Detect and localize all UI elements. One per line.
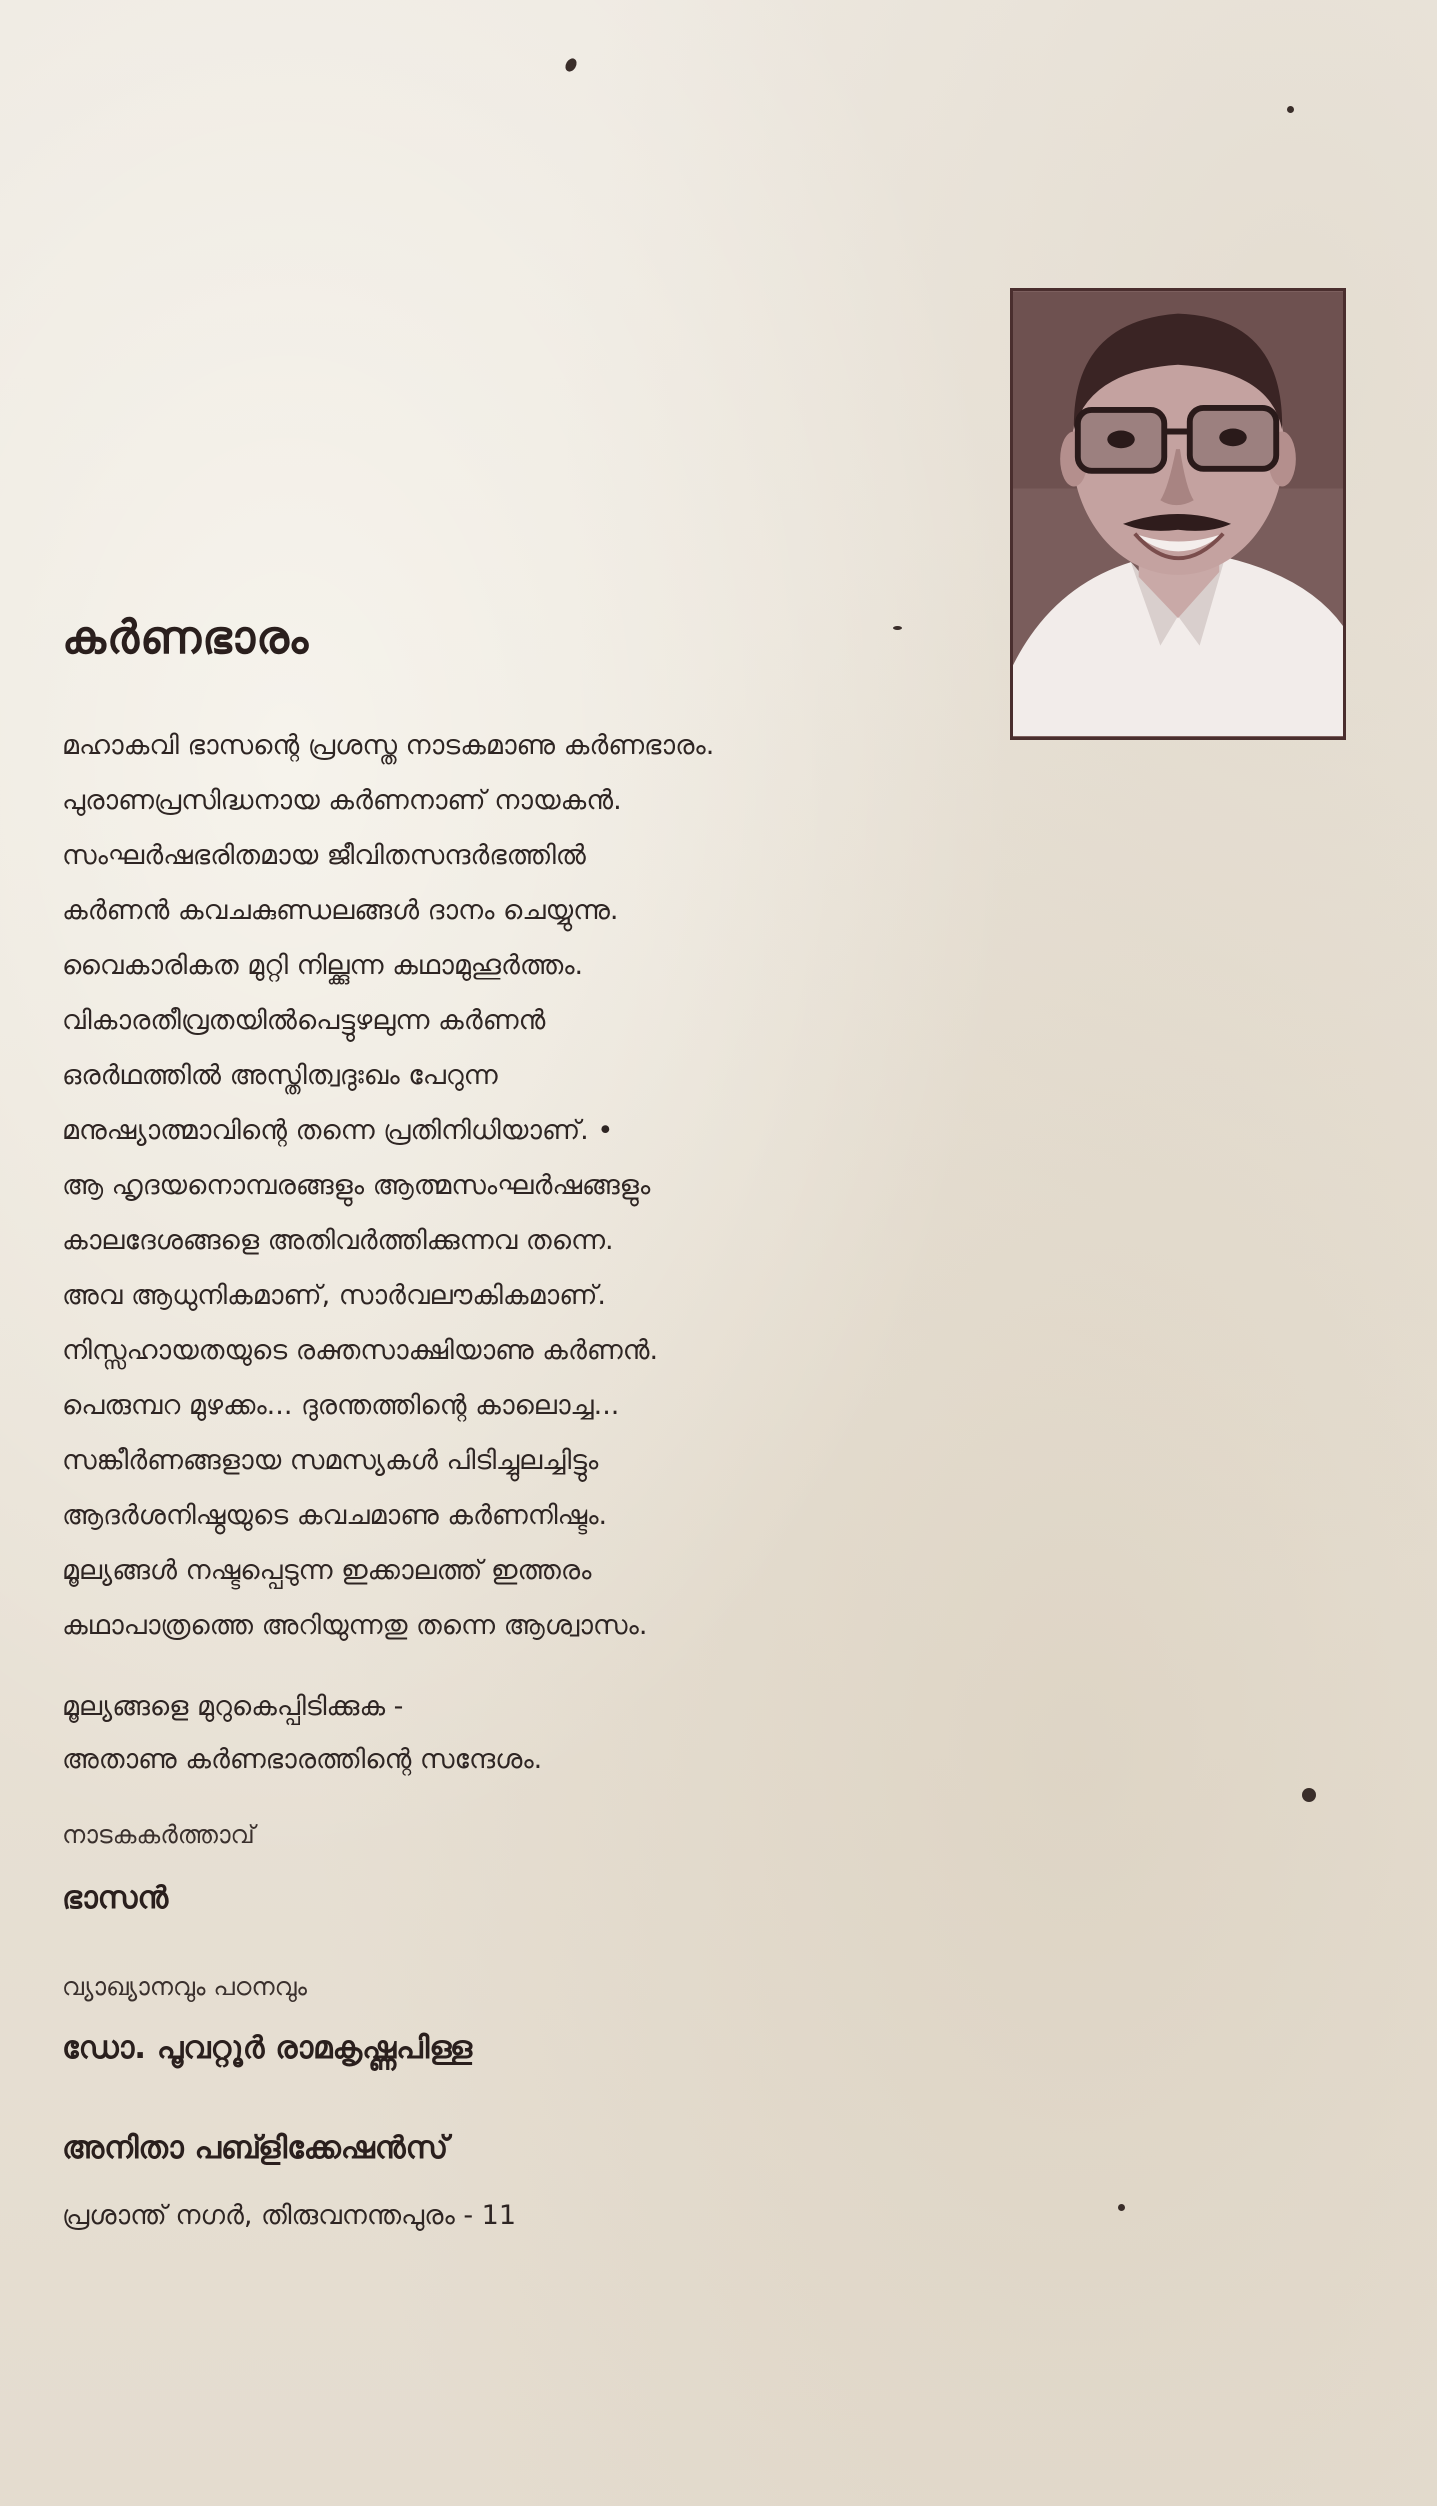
publisher-address: പ്രശാന്ത് നഗർ, തിരുവനന്തപുരം - 11 <box>62 2200 517 2231</box>
blurb-line: അവ ആധുനികമാണ്, സാർവലൗകികമാണ്. <box>62 1280 607 1311</box>
blurb-line: ആ ഹൃദയനൊമ്പരങ്ങളും ആത്മസംഘർഷങ്ങളും <box>62 1170 651 1201</box>
blurb-line: കർണൻ കവചകുണ്ഡലങ്ങൾ ദാനം ചെയ്യുന്നു. <box>62 895 619 926</box>
paper-speck <box>563 56 579 73</box>
blurb-line: പെരുമ്പറ മുഴക്കം... ദുരന്തത്തിന്റെ കാലൊച്ച... <box>62 1390 620 1421</box>
author-portrait-image <box>1013 291 1343 737</box>
blurb-line: ഒരർഥത്തിൽ അസ്തിത്വദുഃഖം പേറുന്ന <box>62 1060 498 1091</box>
blurb-line: മനുഷ്യാത്മാവിന്റെ തന്നെ പ്രതിനിധിയാണ്. • <box>62 1115 614 1146</box>
blurb-line: വികാരതീവ്രതയിൽപെട്ടുഴലുന്ന കർണൻ <box>62 1005 546 1036</box>
commentary-label: വ്യാഖ്യാനവും പഠനവും <box>62 1972 308 2001</box>
paper-speck <box>893 626 902 630</box>
blurb-line: കാലദേശങ്ങളെ അതിവർത്തിക്കുന്നവ തന്നെ. <box>62 1225 614 1256</box>
paper-speck <box>1287 106 1294 113</box>
playwright-name: ഭാസൻ <box>62 1880 169 1916</box>
message-line: മൂല്യങ്ങളെ മുറുകെപ്പിടിക്കുക - <box>62 1691 404 1722</box>
blurb-line: സങ്കീർണങ്ങളായ സമസ്യകൾ പിടിച്ചുലച്ചിട്ടും <box>62 1445 599 1476</box>
blurb-line: പുരാണപ്രസിദ്ധനായ കർണനാണ് നായകൻ. <box>62 785 622 816</box>
blurb-line: വൈകാരികത മുറ്റി നില്ക്കുന്ന കഥാമുഹൂർത്തം. <box>62 950 584 981</box>
blurb-paragraph <box>62 718 882 1653</box>
book-title: കർണഭാരം <box>62 610 310 664</box>
blurb-line: മഹാകവി ഭാസന്റെ പ്രശസ്ത നാടകമാണു കർണഭാരം. <box>62 730 715 761</box>
paper-speck <box>1118 2204 1125 2211</box>
commentator-name: ഡോ. പൂവറ്റൂർ രാമകൃഷ്ണപിള്ള <box>62 2030 473 2066</box>
message-line: അതാണു കർണഭാരത്തിന്റെ സന്ദേശം. <box>62 1744 543 1775</box>
blurb-line: നിസ്സഹായതയുടെ രക്തസാക്ഷിയാണു കർണൻ. <box>62 1335 659 1366</box>
blurb-line: മൂല്യങ്ങൾ നഷ്ടപ്പെടുന്ന ഇക്കാലത്ത് ഇത്തരം <box>62 1555 592 1586</box>
author-portrait <box>1010 288 1346 740</box>
blurb-line: സംഘർഷഭരിതമായ ജീവിതസന്ദർഭത്തിൽ <box>62 840 586 871</box>
playwright-label: നാടകകർത്താവ് <box>62 1820 255 1849</box>
paper-speck <box>1302 1788 1316 1802</box>
publisher-name: അനിതാ പബ്ളിക്കേഷൻസ് <box>62 2130 449 2166</box>
blurb-line: കഥാപാത്രത്തെ അറിയുന്നതു തന്നെ ആശ്വാസം. <box>62 1610 648 1641</box>
blurb-line: ആദർശനിഷ്ഠയുടെ കവചമാണു കർണനിഷ്ടം. <box>62 1500 608 1531</box>
message-paragraph <box>62 1680 542 1786</box>
